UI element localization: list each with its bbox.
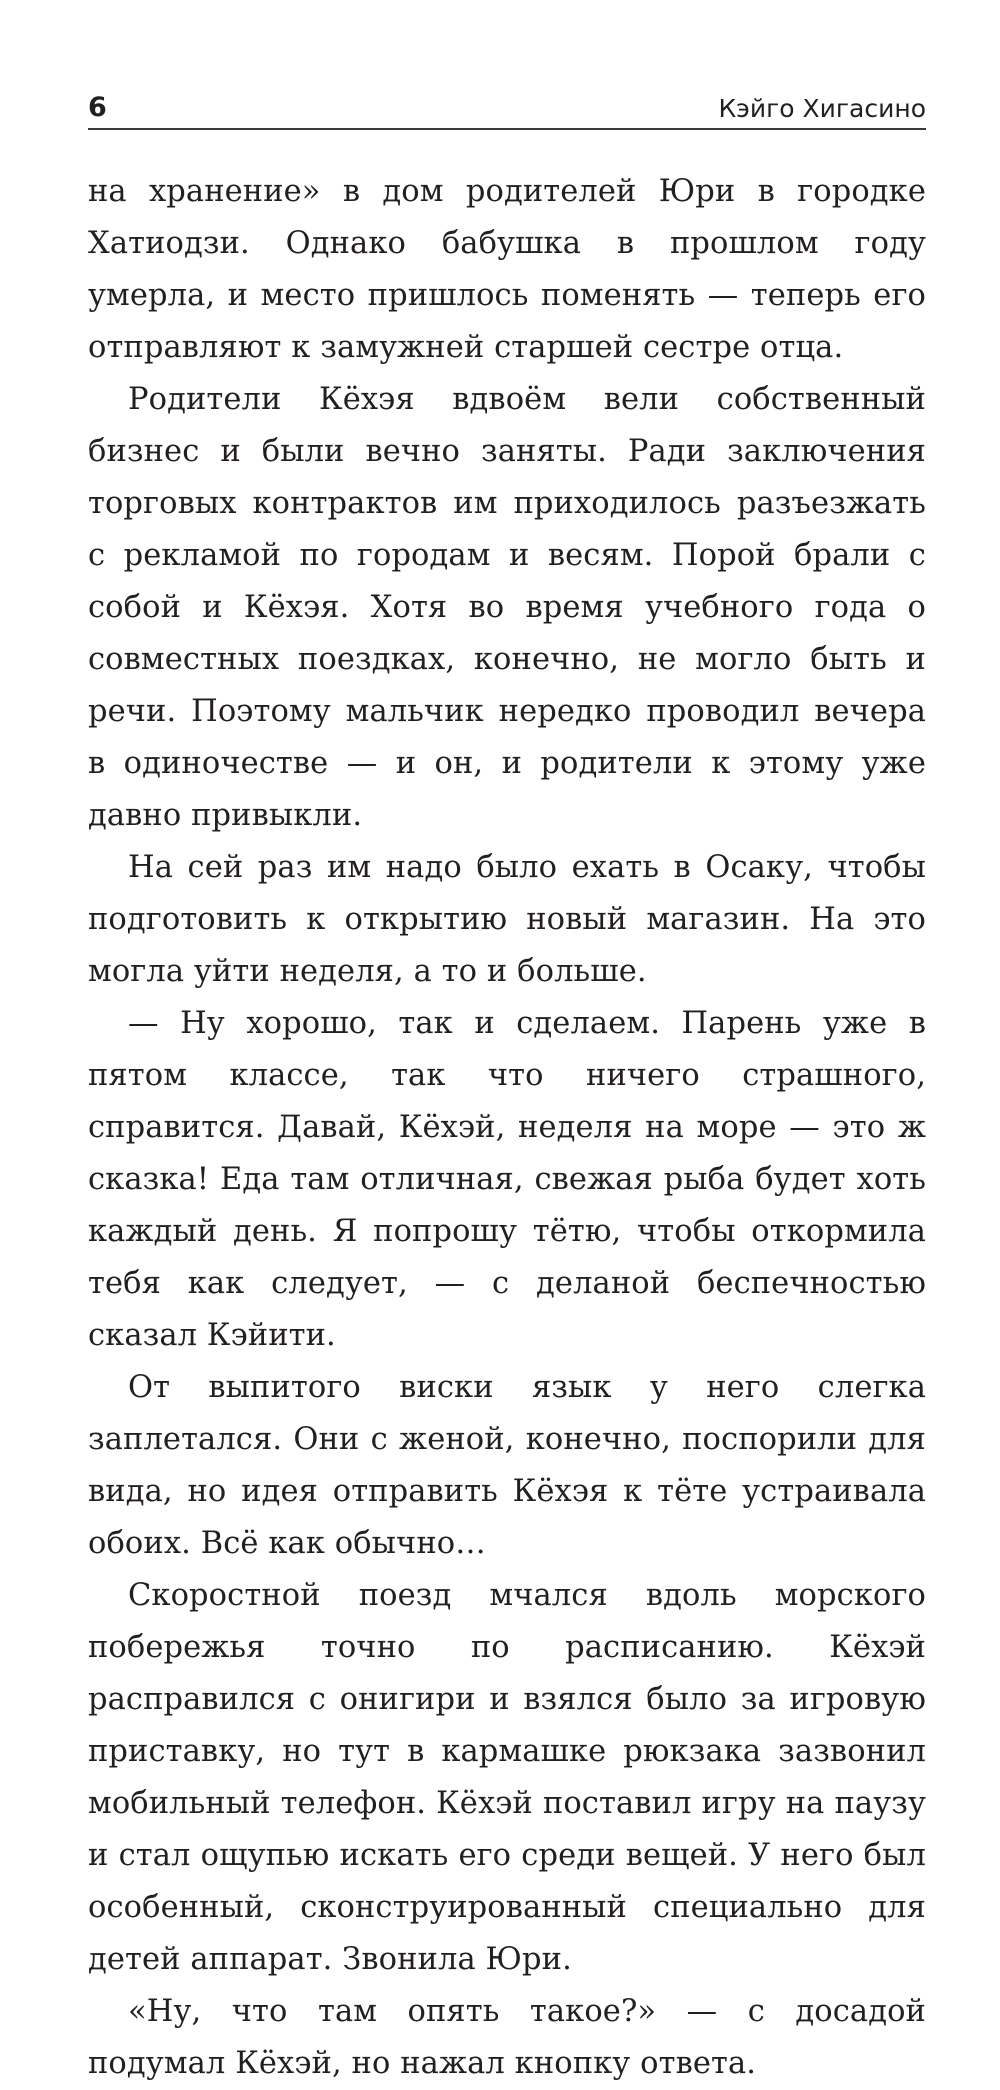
paragraph: «Ну, что там опять такое?» — с досадой подумал Кёхэй, но нажал кнопку ответа. [88, 1994, 926, 2081]
running-header [88, 88, 926, 130]
body-text [88, 166, 926, 2090]
paragraph: на хранение» в дом родителей Юри в городке Хатиодзи. Однако бабушка в прошлом году умерла, и место пришлось поменять — теперь его отправляют к замужней старшей сестре отца. [88, 174, 926, 365]
paragraph: На сей раз им надо было ехать в Осаку, чтобы подготовить к открытию новый магазин. На это могла уйти неделя, а то и больше. [88, 850, 926, 989]
running-title: Кэйго Хигасино [718, 94, 926, 123]
page-number: 6 [88, 92, 107, 123]
paragraph: От выпитого виски язык у него слегка заплетался. Они с женой, конечно, поспорили для вида, но идея отправить Кёхэя к тёте устраивала обоих. Всё как обычно… [88, 1370, 926, 1561]
paragraph: Скоростной поезд мчался вдоль морского побережья точно по расписанию. Кёхэй расправился с онигири и взялся было за игровую приставку, но тут в кармашке рюкзака зазвонил мобильный телефон. Кёхэй поставил игру на паузу и стал ощупью искать его среди вещей. У него был особенный, сконструированный специально для детей аппарат. Звонила Юри. [88, 1578, 926, 1977]
paragraph: Родители Кёхэя вдвоём вели собственный бизнес и были вечно заняты. Ради заключения торговых контрактов им приходилось разъезжать с рекламой по городам и весям. Порой брали с собой и Кёхэя. Хотя во время учебного года о совместных поездках, конечно, не могло быть и речи. Поэтому мальчик нередко проводил вечера в одиночестве — и он, и родители к этому уже давно привыкли. [88, 382, 926, 833]
paragraph: — Ну хорошо, так и сделаем. Парень уже в пятом классе, так что ничего страшного, справится. Давай, Кёхэй, неделя на море — это ж сказка! Еда там отличная, свежая рыба будет хоть каждый день. Я попрошу тётю, чтобы откормила тебя как следует, — с деланой беспечностью сказал Кэйити. [88, 1006, 926, 1353]
